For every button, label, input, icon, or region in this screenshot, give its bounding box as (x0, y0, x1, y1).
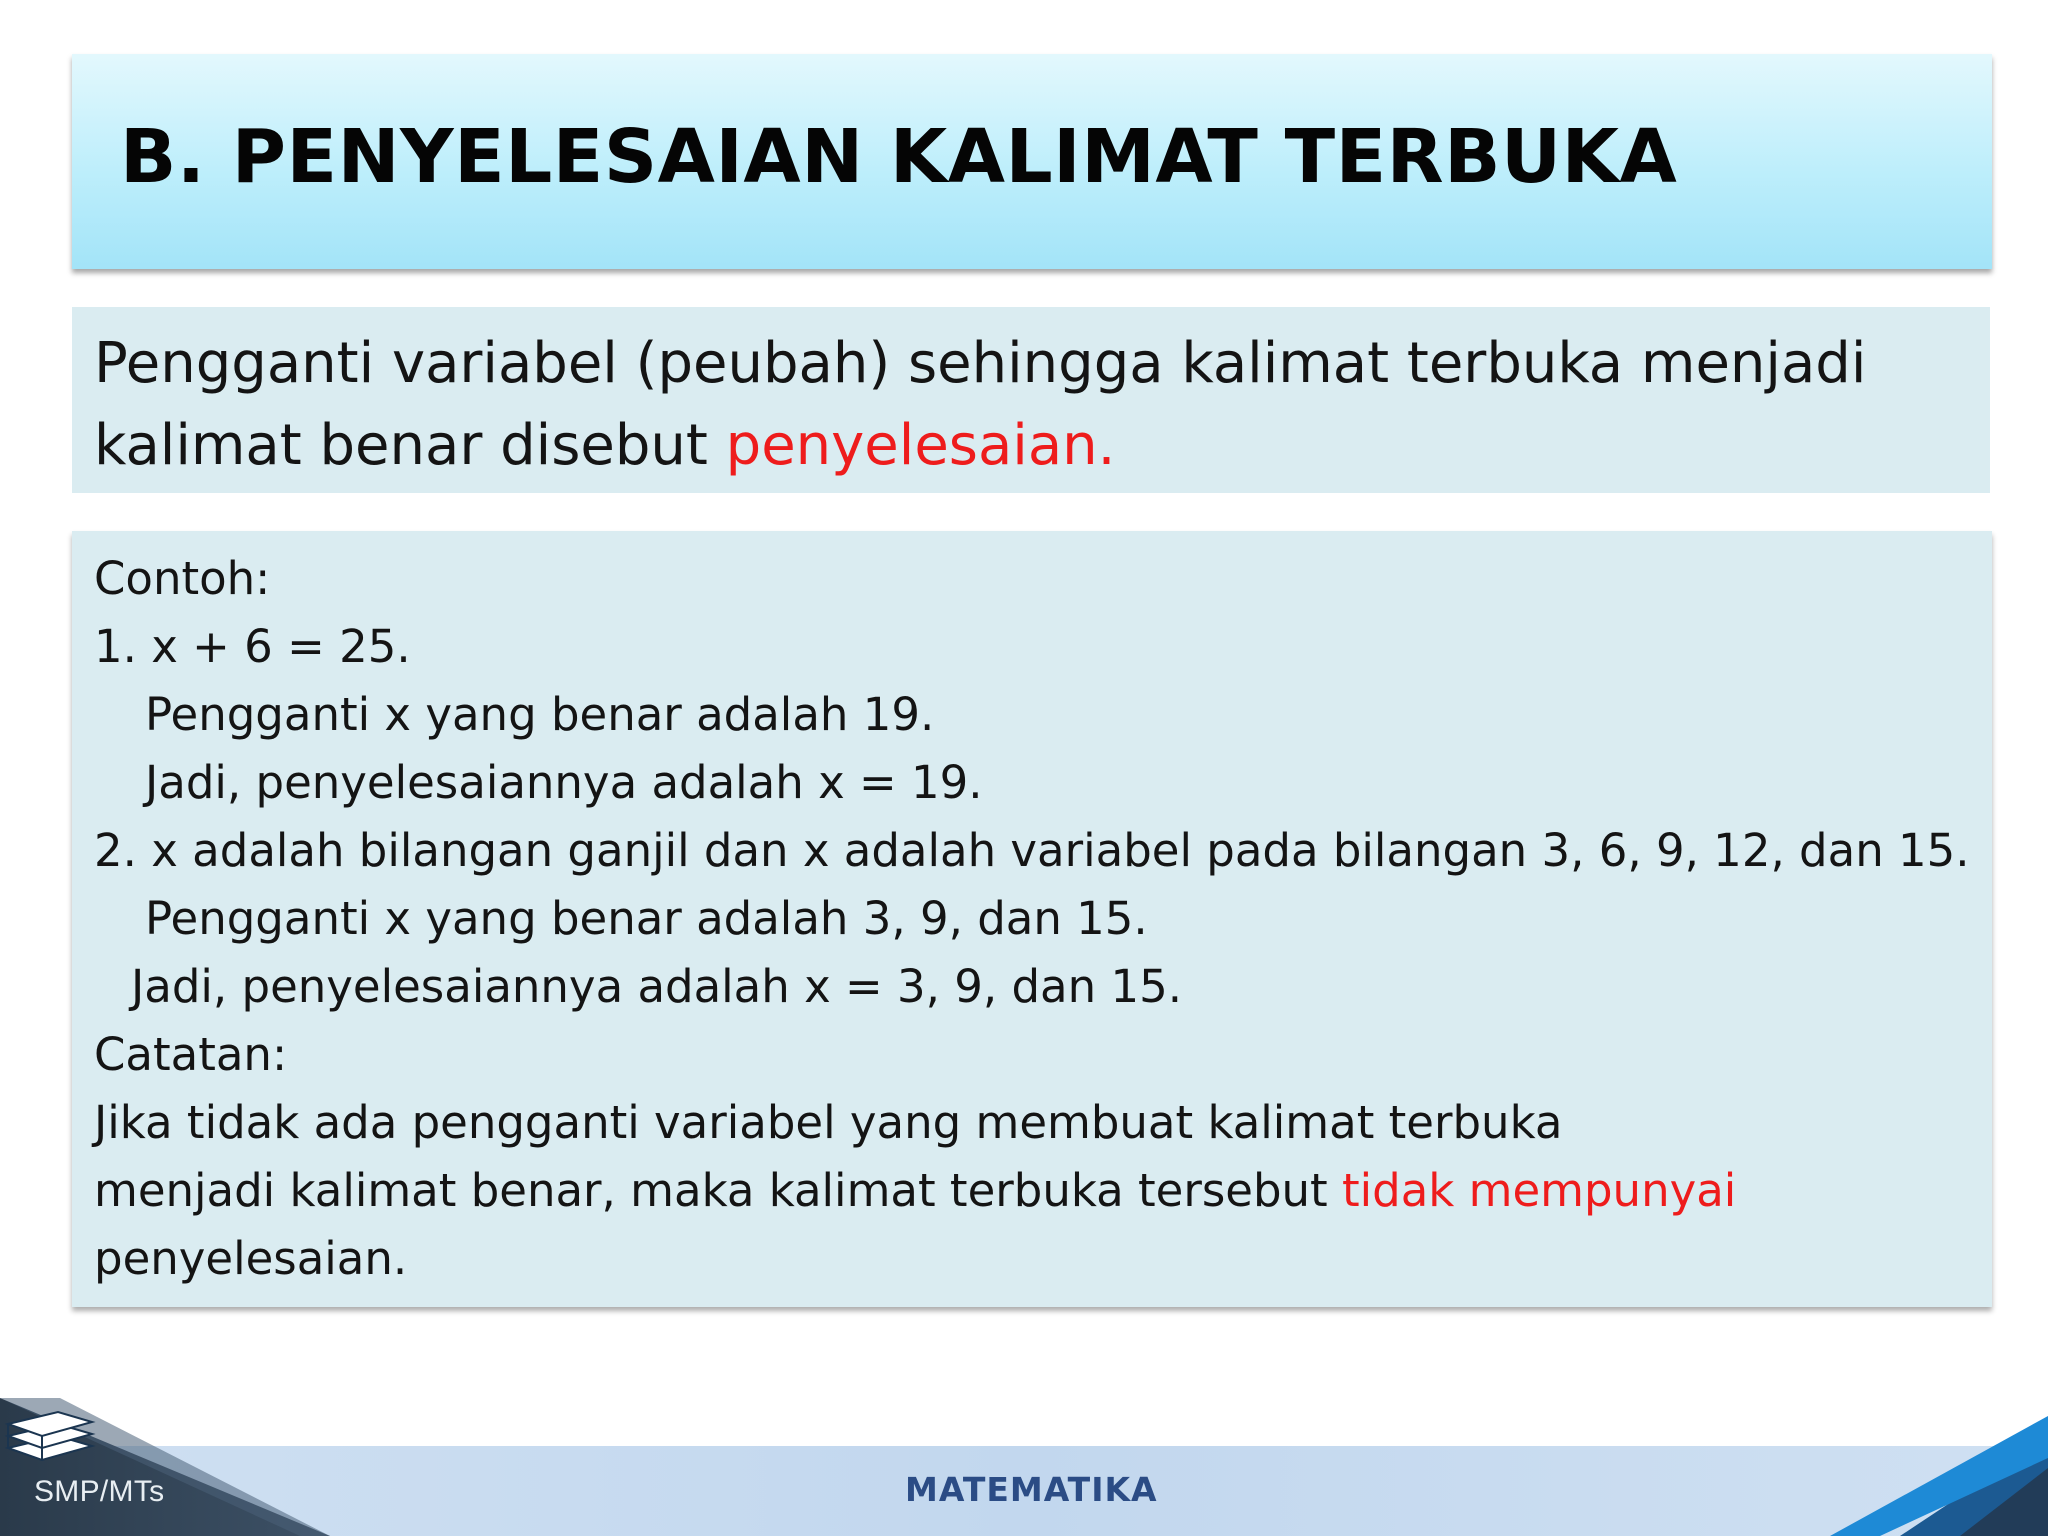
example-heading: Contoh: (94, 552, 271, 605)
note-line-2 (94, 1157, 1970, 1225)
definition-text: kalimat benar disebut (94, 413, 726, 478)
slide-title: B. PENYELESAIAN KALIMAT TERBUKA (120, 114, 1678, 200)
definition-keyword: penyelesaian. (725, 413, 1116, 478)
definition-box (72, 307, 1990, 493)
definition-line-1: Pengganti variabel (peubah) sehingga kalimat terbuka menjadi (94, 331, 1867, 396)
example-box (72, 531, 1992, 1307)
note-line-1: Jika tidak ada pengganti variabel yang membuat kalimat terbuka (94, 1096, 1563, 1149)
example-1-replacement: Pengganti x yang benar adalah 19. (145, 688, 935, 741)
footer-school-label: SMP/MTs (34, 1475, 165, 1508)
definition-line-2 (94, 405, 1968, 487)
example-1-conclusion: Jadi, penyelesaiannya adalah x = 19. (145, 756, 983, 809)
footer (0, 1398, 2048, 1536)
note-keyword: tidak mempunyai (1341, 1164, 1737, 1217)
note-text: menjadi kalimat benar, maka kalimat terbuka tersebut (94, 1164, 1342, 1217)
footer-background (0, 1398, 2048, 1536)
example-2-replacement: Pengganti x yang benar adalah 3, 9, dan 15. (145, 892, 1148, 945)
example-1-equation: 1. x + 6 = 25. (94, 620, 411, 673)
example-2-statement: 2. x adalah bilangan ganjil dan x adalah variabel pada bilangan 3, 6, 9, 12, dan 15. (94, 824, 1970, 877)
note-heading: Catatan: (94, 1028, 288, 1081)
footer-subject-label: MATEMATIKA (905, 1470, 1158, 1509)
example-2-conclusion: Jadi, penyelesaiannya adalah x = 3, 9, dan 15. (131, 960, 1183, 1013)
note-line-3: penyelesaian. (94, 1232, 408, 1285)
book-stack-icon (0, 1398, 100, 1468)
title-banner (72, 54, 1992, 269)
